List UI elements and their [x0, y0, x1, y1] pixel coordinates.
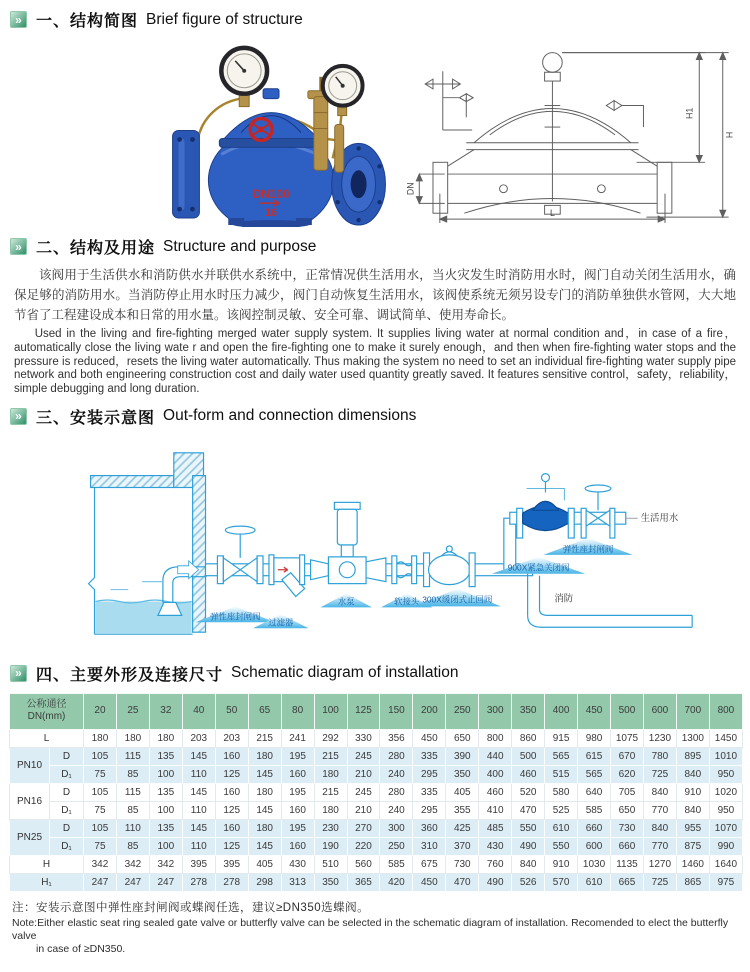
dimension-table: [9, 693, 743, 892]
dimension-cell: 410: [479, 801, 512, 819]
dimension-cell: 105: [84, 819, 117, 837]
pn-group-label: PN10: [10, 747, 50, 783]
dimension-cell: 840: [512, 855, 545, 873]
dimension-cell: 241: [281, 729, 314, 747]
table-row: [10, 837, 743, 855]
dimension-cell: 247: [149, 873, 182, 891]
dimension-cell: 110: [182, 837, 215, 855]
dimension-cell: 195: [281, 819, 314, 837]
dimension-cell: 580: [545, 783, 578, 801]
dimension-cell: 360: [413, 819, 446, 837]
dimension-cell: 910: [676, 783, 709, 801]
dimension-cell: 100: [149, 765, 182, 783]
dimension-cell: 570: [545, 873, 578, 891]
dimension-cell: 195: [281, 783, 314, 801]
dn-column-header: 600: [643, 693, 676, 729]
purpose-paragraph-en: Used in the living and fire-fighting merged water supply system. It supplies living water at normal condition and，in case of a fire，automatically close the living wate r and open the fire-fighting one to make it surely enough，and then when fire-fighting water stops and the pressure is reduced，resets the living water automatically. Thus making the system no need to set an individual fire-fighting water supply pipe network and both engineering construction cost and daily water used quantity greatly saved. It features sensitive control，safety，reliability，simple debugging and long duration.: [14, 328, 736, 396]
section-bullet-icon: »: [10, 238, 27, 255]
dn-column-header: 250: [446, 693, 479, 729]
dn-column-header: 65: [248, 693, 281, 729]
dimension-cell: 300: [380, 819, 413, 837]
dimension-cell: 915: [545, 729, 578, 747]
dimension-cell: 160: [215, 783, 248, 801]
dn-column-header: 32: [149, 693, 182, 729]
dn-column-header: 50: [215, 693, 248, 729]
tank-right-wall: [193, 476, 206, 633]
dn-column-header: 200: [413, 693, 446, 729]
row-label: D: [50, 783, 84, 801]
section-2-header: [10, 235, 750, 258]
row-label: H₁: [10, 873, 84, 891]
check-valve-300x: [424, 546, 476, 587]
dimension-cell: 1230: [643, 729, 676, 747]
dimension-cell: 180: [84, 729, 117, 747]
dimension-cell: 342: [84, 855, 117, 873]
dimension-cell: 640: [578, 783, 611, 801]
dn-column-header: 350: [512, 693, 545, 729]
dimension-cell: 515: [545, 765, 578, 783]
dimension-cell: 250: [380, 837, 413, 855]
valve-900x: [517, 474, 574, 538]
dimension-cell: 145: [248, 837, 281, 855]
svg-text:H: H: [724, 131, 735, 139]
table-header-row: [10, 693, 743, 729]
dimension-cell: 247: [84, 873, 117, 891]
dn-column-header: 700: [676, 693, 709, 729]
footnote-zh: 注：安装示意图中弹性座封闸阀或蝶阀任选，建议≥DN350选蝶阀。: [12, 901, 370, 914]
dimension-cell: 400: [479, 765, 512, 783]
table-row: [10, 765, 743, 783]
dimension-cell: 100: [149, 801, 182, 819]
section-3-title-zh: 三、安装示意图: [36, 409, 156, 427]
pump: [311, 502, 386, 583]
installation-diagram: [0, 431, 750, 654]
dimension-cell: 950: [709, 801, 742, 819]
dimension-cell: 895: [676, 747, 709, 765]
dimension-cell: 110: [182, 801, 215, 819]
dimension-cell: 1135: [611, 855, 644, 873]
row-label: L: [10, 729, 84, 747]
dn-column-header: 25: [116, 693, 149, 729]
dn-column-header: 80: [281, 693, 314, 729]
dimension-cell: 470: [446, 873, 479, 891]
dimension-cell: 310: [413, 837, 446, 855]
dimension-cell: 145: [182, 783, 215, 801]
dimension-cell: 180: [314, 765, 347, 783]
section-1-header: [10, 8, 750, 31]
dimension-cell: 145: [248, 801, 281, 819]
section-4-title-zh: 四、主要外形及连接尺寸: [36, 666, 224, 684]
dimension-cell: 585: [380, 855, 413, 873]
dimension-cell: 180: [314, 801, 347, 819]
dimension-cell: 725: [643, 873, 676, 891]
callout-valve-900x: 900X紧急关闭阀: [507, 562, 570, 573]
dn-column-header: 300: [479, 693, 512, 729]
dimension-cell: 370: [446, 837, 479, 855]
footnote-en-line2: in case of ≥DN350.: [36, 942, 126, 955]
dimension-cell: 725: [643, 765, 676, 783]
dimension-cell: 865: [676, 873, 709, 891]
table-row: [10, 855, 743, 873]
dimension-cell: 245: [347, 747, 380, 765]
dimension-cell: 990: [709, 837, 742, 855]
dimension-cell: 210: [347, 765, 380, 783]
dn-column-header: 40: [182, 693, 215, 729]
callout-gate-valve-bottom: 弹性座封闸阀: [210, 611, 261, 622]
callout-pump: 水泵: [337, 596, 355, 607]
dimension-cell: 115: [116, 783, 149, 801]
section-4-header: [10, 662, 750, 685]
dimension-cell: 430: [281, 855, 314, 873]
section-bullet-icon: »: [10, 408, 27, 425]
dimension-cell: 85: [116, 801, 149, 819]
dimension-cell: 955: [676, 819, 709, 837]
dimension-cell: 355: [446, 801, 479, 819]
pn-group-label: PN16: [10, 783, 50, 819]
dimension-cell: 230: [314, 819, 347, 837]
dimension-cell: 292: [314, 729, 347, 747]
dimension-cell: 460: [512, 765, 545, 783]
dimension-cell: 215: [314, 783, 347, 801]
label-living-water: 生活用水: [640, 512, 679, 524]
dimension-cell: 160: [281, 765, 314, 783]
dimension-cell: 330: [347, 729, 380, 747]
dimension-cell: 220: [347, 837, 380, 855]
dimension-cell: 160: [215, 747, 248, 765]
section-3-header: [10, 405, 750, 428]
dimension-cell: 145: [182, 819, 215, 837]
dimension-cell: 280: [380, 747, 413, 765]
svg-text:DN: DN: [405, 182, 416, 196]
dimension-cell: 730: [611, 819, 644, 837]
dimension-cell: 395: [182, 855, 215, 873]
dimension-cell: 160: [215, 819, 248, 837]
dimension-cell: 278: [215, 873, 248, 891]
dimension-cell: 203: [215, 729, 248, 747]
figure-row: [0, 33, 750, 227]
dimension-cell: 85: [116, 765, 149, 783]
dimension-cell: 75: [84, 801, 117, 819]
dimension-cell: 180: [248, 819, 281, 837]
dimension-cell: 460: [479, 783, 512, 801]
dimension-cell: 670: [611, 747, 644, 765]
dimension-cell: 135: [149, 747, 182, 765]
dimension-cell: 440: [479, 747, 512, 765]
dimension-cell: 840: [676, 765, 709, 783]
dimension-cell: 240: [380, 801, 413, 819]
dimension-cell: 1075: [611, 729, 644, 747]
row-label: D₁: [50, 837, 84, 855]
dimension-cell: 660: [611, 837, 644, 855]
dimension-cell: 1640: [709, 855, 742, 873]
dimension-cell: 610: [578, 873, 611, 891]
dimension-cell: 365: [347, 873, 380, 891]
dimension-cell: 75: [84, 837, 117, 855]
dimension-cell: 342: [149, 855, 182, 873]
dimension-cell: 1030: [578, 855, 611, 873]
table-corner-cell: 公称通径 DN(mm): [10, 693, 84, 729]
y-strainer: [269, 555, 305, 597]
dimension-cell: 335: [413, 747, 446, 765]
dimension-cell: 525: [545, 801, 578, 819]
dimension-cell: 190: [314, 837, 347, 855]
svg-text:16: 16: [264, 207, 278, 220]
dimension-cell: 180: [116, 729, 149, 747]
callout-gate-valve-top: 弹性座封闸阀: [562, 543, 614, 554]
dimension-cell: 485: [479, 819, 512, 837]
dimension-cell: 1010: [709, 747, 742, 765]
dimension-cell: 125: [215, 801, 248, 819]
dimension-cell: 313: [281, 873, 314, 891]
dimension-cell: 780: [643, 747, 676, 765]
row-label: H: [10, 855, 84, 873]
dimension-cell: 585: [578, 801, 611, 819]
dimension-cell: 665: [611, 873, 644, 891]
dimension-cell: 610: [545, 819, 578, 837]
row-label: D₁: [50, 765, 84, 783]
gate-valve-2: [581, 485, 615, 538]
dimension-cell: 470: [512, 801, 545, 819]
dimension-cell: 565: [578, 765, 611, 783]
dimension-cell: 565: [545, 747, 578, 765]
section-1-title-en: Brief figure of structure: [146, 10, 303, 28]
dimension-cell: 215: [248, 729, 281, 747]
dimension-cell: 390: [446, 747, 479, 765]
dimension-cell: 450: [413, 873, 446, 891]
dimension-cell: 125: [215, 765, 248, 783]
dimension-cell: 800: [479, 729, 512, 747]
dimension-cell: 840: [676, 801, 709, 819]
dimension-cell: 278: [182, 873, 215, 891]
outline-drawing: [402, 37, 742, 223]
table-row: [10, 747, 743, 765]
dimension-cell: 550: [512, 819, 545, 837]
dimension-cell: 85: [116, 837, 149, 855]
dimension-cell: 600: [578, 837, 611, 855]
section-bullet-icon: »: [10, 665, 27, 682]
section-3-title-en: Out-form and connection dimensions: [163, 407, 417, 425]
dimension-cell: 350: [314, 873, 347, 891]
row-label: D: [50, 819, 84, 837]
fire-branch-pipe: [528, 570, 540, 616]
dimension-cell: 110: [116, 819, 149, 837]
dimension-cell: 490: [512, 837, 545, 855]
dimension-cell: 770: [643, 801, 676, 819]
dimension-cell: 840: [643, 783, 676, 801]
dimension-cell: 405: [248, 855, 281, 873]
dimension-cell: 860: [512, 729, 545, 747]
dimension-cell: 203: [182, 729, 215, 747]
dimension-cell: 620: [611, 765, 644, 783]
dimension-cell: 395: [215, 855, 248, 873]
dimension-cell: 875: [676, 837, 709, 855]
svg-text:L: L: [549, 208, 555, 219]
dimension-cell: 180: [248, 783, 281, 801]
dimension-cell: 270: [347, 819, 380, 837]
dimension-cell: 730: [446, 855, 479, 873]
section-bullet-icon: »: [10, 11, 27, 28]
footnote: [12, 899, 750, 956]
row-label: D: [50, 747, 84, 765]
dimension-cell: 245: [347, 783, 380, 801]
callout-soft-joint: 软接头: [394, 596, 420, 607]
dimension-cell: 420: [380, 873, 413, 891]
valve-photo: [166, 33, 396, 227]
dn-column-header: 500: [611, 693, 644, 729]
dn-column-header: 20: [84, 693, 117, 729]
dimension-cell: 760: [479, 855, 512, 873]
dimension-cell: 950: [709, 765, 742, 783]
svg-text:DN100: DN100: [252, 187, 290, 202]
dimension-cell: 490: [479, 873, 512, 891]
dimension-cell: 510: [314, 855, 347, 873]
dimension-cell: 195: [281, 747, 314, 765]
dimension-cell: 1300: [676, 729, 709, 747]
dimension-cell: 100: [149, 837, 182, 855]
section-2-title-en: Structure and purpose: [163, 237, 317, 255]
dimension-cell: 295: [413, 801, 446, 819]
dimension-cell: 910: [545, 855, 578, 873]
bonnet-dome: [219, 89, 322, 148]
dimension-cell: 342: [116, 855, 149, 873]
dimension-cell: 145: [248, 765, 281, 783]
dimension-cell: 500: [512, 747, 545, 765]
pn-group-label: PN25: [10, 819, 50, 855]
table-row: [10, 873, 743, 891]
dimension-cell: 280: [380, 783, 413, 801]
table-row: [10, 819, 743, 837]
dimension-cell: 615: [578, 747, 611, 765]
section-2-title-zh: 二、结构及用途: [36, 240, 156, 257]
dn-column-header: 125: [347, 693, 380, 729]
dimension-cell: 160: [281, 801, 314, 819]
left-flange: [173, 130, 200, 218]
dimension-cell: 105: [84, 747, 117, 765]
pressure-gauge-left: [221, 48, 267, 107]
dimension-cell: 405: [446, 783, 479, 801]
dimension-cell: 526: [512, 873, 545, 891]
dimension-cell: 75: [84, 765, 117, 783]
dimension-cell: 975: [709, 873, 742, 891]
dimension-cell: 295: [413, 765, 446, 783]
callout-filter: 过滤器: [268, 617, 294, 628]
dimension-cell: 247: [116, 873, 149, 891]
table-row: [10, 783, 743, 801]
dimension-cell: 298: [248, 873, 281, 891]
pressure-gauge-right: [323, 66, 363, 116]
tank-top-slab: [91, 476, 174, 488]
dimension-cell: 135: [149, 819, 182, 837]
dimension-cell: 705: [611, 783, 644, 801]
dimension-cell: 160: [281, 837, 314, 855]
dimension-cell: 350: [446, 765, 479, 783]
dimension-cell: 210: [347, 801, 380, 819]
dn-column-header: 100: [314, 693, 347, 729]
dimension-cell: 1450: [709, 729, 742, 747]
dimension-cell: 1070: [709, 819, 742, 837]
dimension-cell: 1270: [643, 855, 676, 873]
dimension-cell: 560: [347, 855, 380, 873]
dn-column-header: 450: [578, 693, 611, 729]
footnote-en-line1: Note:Either elastic seat ring sealed gate valve or butterfly valve can be selected in the schematic diagram of installation. Recomended to elect the butterfly valve: [12, 916, 729, 942]
dimension-cell: 1460: [676, 855, 709, 873]
dimension-cell: 660: [578, 819, 611, 837]
dn-column-header: 800: [709, 693, 742, 729]
dimension-cell: 770: [643, 837, 676, 855]
purpose-paragraph-zh: 该阀用于生活供水和消防供水并联供水系统中，正常情况供生活用水，当火灾发生时消防用水时，阀门自动关闭生活用水，确保足够的消防用水。当消防停止用水时压力减少，阀门自动恢复生活用水，该阀使系统无须另设专门的消防单独供水管网，大大地节省了工程建设成本和日常的用水量。该阀控制灵敏、安全可靠、调试简单、使用寿命长。: [14, 268, 736, 322]
dimension-cell: 240: [380, 765, 413, 783]
dn-column-header: 150: [380, 693, 413, 729]
dimension-cell: 550: [545, 837, 578, 855]
svg-text:H1: H1: [684, 107, 695, 119]
section-1-title-zh: 一、结构简图: [36, 13, 139, 30]
dimension-cell: 650: [611, 801, 644, 819]
dimension-cell: 180: [248, 747, 281, 765]
dimension-cell: 105: [84, 783, 117, 801]
dimension-cell: 215: [314, 747, 347, 765]
dimension-cell: 650: [446, 729, 479, 747]
dimension-cell: 356: [380, 729, 413, 747]
table-row: [10, 729, 743, 747]
dimension-cell: 450: [413, 729, 446, 747]
dimension-cell: 335: [413, 783, 446, 801]
label-fire: 消防: [554, 592, 574, 604]
dimension-cell: 425: [446, 819, 479, 837]
dimension-cell: 840: [643, 819, 676, 837]
dimension-cell: 180: [149, 729, 182, 747]
dimension-cell: 1020: [709, 783, 742, 801]
dimension-cell: 135: [149, 783, 182, 801]
dimension-cell: 430: [479, 837, 512, 855]
callout-check-valve: 300X缓闭式止回阀: [422, 594, 493, 605]
dimension-cell: 145: [182, 747, 215, 765]
section-4-title-en: Schematic diagram of installation: [231, 664, 459, 682]
dimension-cell: 520: [512, 783, 545, 801]
row-label: D₁: [50, 801, 84, 819]
dimension-cell: 115: [116, 747, 149, 765]
dimension-cell: 110: [182, 765, 215, 783]
dn-column-header: 400: [545, 693, 578, 729]
dimension-labels: [405, 108, 734, 219]
table-row: [10, 801, 743, 819]
dimension-cell: 675: [413, 855, 446, 873]
dimension-cell: 980: [578, 729, 611, 747]
dimension-cell: 125: [215, 837, 248, 855]
